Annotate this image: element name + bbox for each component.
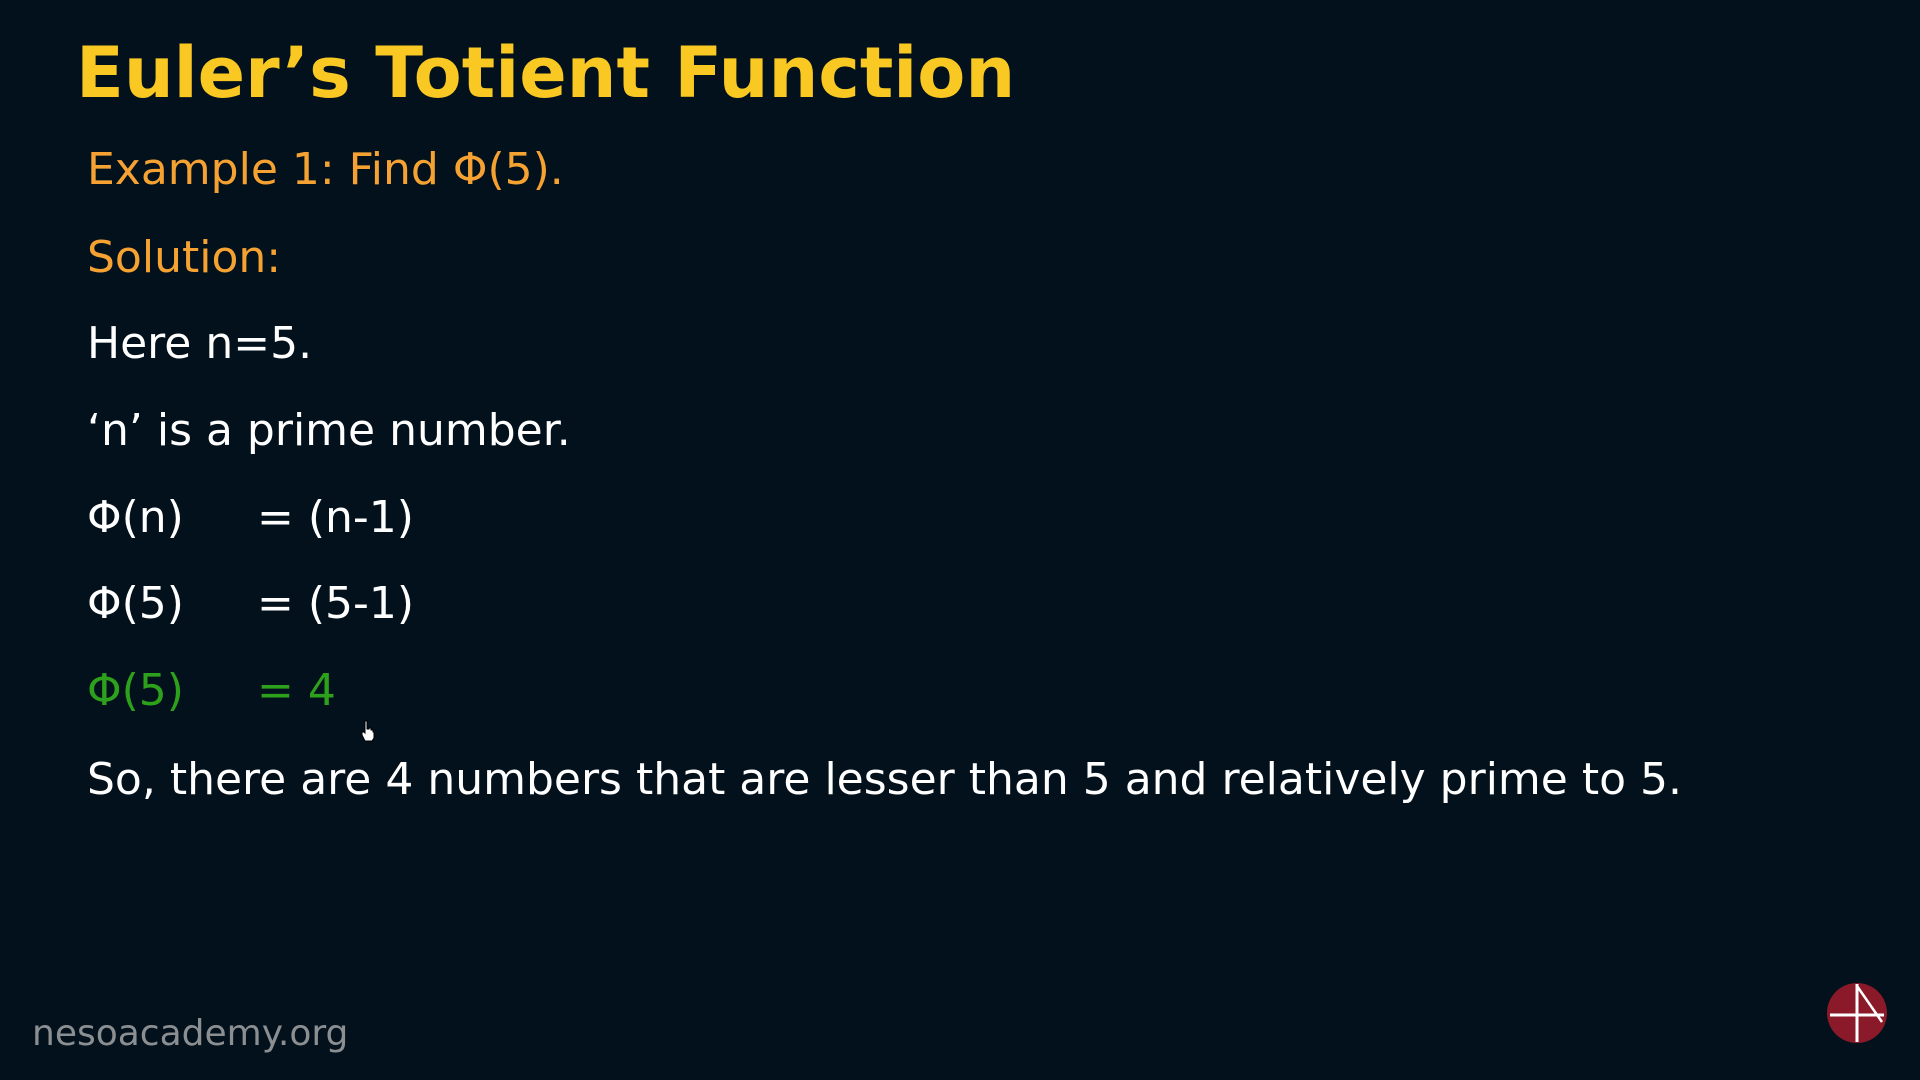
equation-lhs: Φ(5) xyxy=(87,578,184,629)
solution-label: Solution: xyxy=(87,232,282,283)
equation-rhs: = (5-1) xyxy=(257,578,415,629)
watermark-text: nesoacademy.org xyxy=(32,1013,349,1054)
slide-title: Euler’s Totient Function xyxy=(76,32,1016,114)
equation-lhs: Φ(5) xyxy=(87,665,184,716)
equation-lhs: Φ(n) xyxy=(87,492,184,543)
equation-rhs: = 4 xyxy=(257,665,336,716)
prime-statement: ‘n’ is a prime number. xyxy=(87,405,571,456)
neso-academy-logo xyxy=(1826,982,1888,1044)
conclusion-text: So, there are 4 numbers that are lesser than 5 and relatively prime to 5. xyxy=(87,754,1682,805)
example-heading: Example 1: Find Φ(5). xyxy=(87,144,564,195)
equation-rhs: = (n-1) xyxy=(257,492,414,543)
hand-pointer-icon xyxy=(360,720,376,742)
given-statement: Here n=5. xyxy=(87,318,313,369)
